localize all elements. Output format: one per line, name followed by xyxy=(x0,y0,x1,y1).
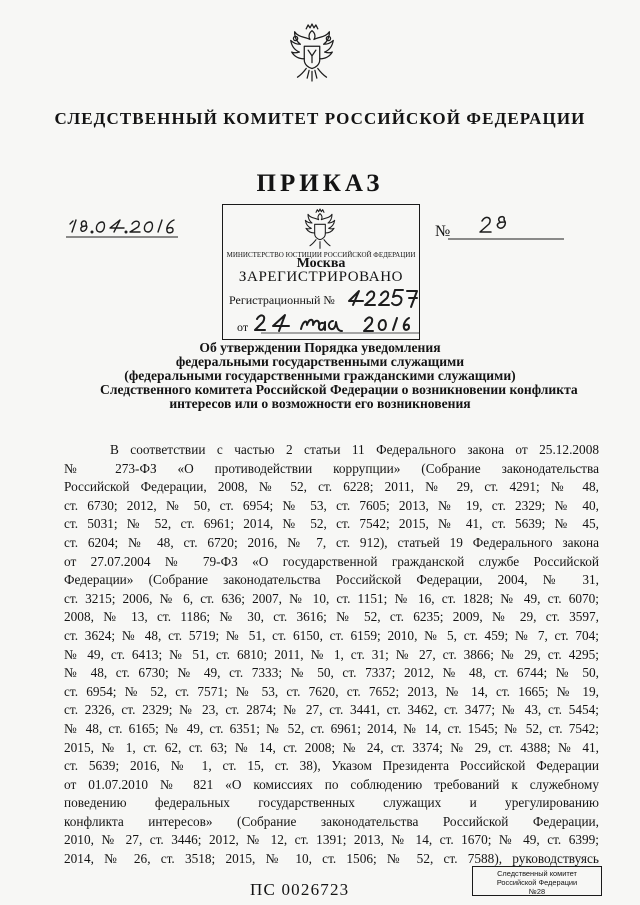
body-line: ст. 6730; 2012, № 50, ст. 6954; № 53, ст. 7605; 2013, № 19, ст. 2329; № 40, xyxy=(64,497,599,513)
body-line: поведению федеральных государственных служащих и урегулированию xyxy=(64,795,599,811)
body-line: 2015, № 1, ст. 62, ст. 63; № 14, ст. 2008; № 24, ст. 3374; № 29, ст. 4388; № 41, xyxy=(64,739,599,755)
order-date-handwriting xyxy=(66,214,178,242)
title-line: федеральными государственными служащими xyxy=(175,354,465,369)
body-line: ст. 5639; 2016, № 1, ст. 15, ст. 38), Указом Президента Российской Федерации xyxy=(64,758,599,774)
body-line: ст. 3624; № 48, ст. 5719; № 51, ст. 6150, ст. 6159; 2010, № 5, ст. 459; № 7, ст. 704; xyxy=(64,627,599,643)
body-line: 2014, № 26, ст. 3518; 2015, № 10, ст. 1506; № 52, ст. 7588), руководствуясь xyxy=(64,851,599,867)
registration-date-handwriting xyxy=(253,309,419,337)
body-line: ст. 6204; № 48, ст. 6720; 2016, № 7, ст. 912), статьей 19 Федерального закона xyxy=(64,534,599,550)
corner-label-line: №28 xyxy=(528,887,546,896)
title-line: (федеральными государственными гражданскими служащими) xyxy=(124,368,516,383)
registration-number-handwriting xyxy=(345,285,421,311)
body-line: Российской Федерации, 2008, № 52, ст. 6228; 2011, № 29, ст. 4291; № 48, xyxy=(64,479,599,495)
order-number xyxy=(448,212,564,242)
body-line: 2010, № 27, ст. 3446; 2012, № 12, ст. 1391; 2013, № 14, ст. 1670; № 49, ст. 6399; xyxy=(64,832,599,848)
body-line: № 48, ст. 6730; № 49, ст. 7333; № 50, ст. 7337; 2012, № 48, ст. 6744; № 50, xyxy=(64,665,599,681)
body-line: ст. 2326, ст. 2329; № 23, ст. 2874; № 27, ст. 3441, ст. 3462, ст. 3477; № 43, ст. 5454; xyxy=(64,702,599,718)
body-line: конфликта интересов» (Собрание законодательства Российской Федерации, xyxy=(64,813,599,829)
body-line: В соответствии с частью 2 статьи 11 Федерального закона от 25.12.2008 xyxy=(110,442,599,457)
title-line: Следственного комитета Российской Федерации о возникновении конфликта xyxy=(100,382,578,397)
organization-name: СЛЕДСТВЕННЫЙ КОМИТЕТ РОССИЙСКОЙ ФЕДЕРАЦИИ xyxy=(54,109,586,128)
coat-of-arms-emblem-icon xyxy=(283,21,341,85)
registration-stamp xyxy=(222,204,420,340)
stamp-ministry: МИНИСТЕРСТВО ЮСТИЦИИ РОССИЙСКОЙ ФЕДЕРАЦИИ xyxy=(226,251,416,259)
order-number-handwriting xyxy=(448,212,564,242)
stamp-city: Москва xyxy=(296,256,346,271)
body-line: № 48, ст. 6165; № 49, ст. 6351; № 52, ст. 6961; 2014, № 14, ст. 1545; № 52, ст. 7542; xyxy=(64,720,599,736)
stamp-registered: ЗАРЕГИСТРИРОВАНО xyxy=(238,269,404,285)
document-type-heading: ПРИКАЗ xyxy=(256,170,384,197)
stamp-date-prefix: от xyxy=(237,320,249,334)
order-date xyxy=(66,214,178,242)
body-line: 2008, № 13, ст. 1186; № 30, ст. 3616; № 52, ст. 6235; 2009, № 29, ст. 3597, xyxy=(64,609,599,625)
number-sign: № xyxy=(435,223,451,240)
order-title xyxy=(100,340,578,411)
order-body xyxy=(64,441,599,869)
title-line: интересов или о возможности его возникновения xyxy=(169,396,471,411)
body-line: № 49, ст. 6413; № 51, ст. 6810; 2011, № 1, ст. 31; № 27, ст. 3866; № 29, ст. 4295; xyxy=(64,646,599,662)
corner-label-line: Российской Федерации xyxy=(496,878,578,887)
body-line: от 01.07.2010 № 821 «О комиссиях по соблюдению требований к служебному xyxy=(64,776,599,792)
body-line: ст. 5031; № 52, ст. 6961; 2014, № 52, ст. 7542; 2015, № 41, ст. 5639; № 45, xyxy=(64,516,599,532)
body-line: № 273-ФЗ «О противодействии коррупции» (Собрание законодательства xyxy=(64,460,599,476)
stamp-emblem-icon xyxy=(300,207,340,251)
blank-serial-number: ПС 0026723 xyxy=(250,880,350,899)
body-line: ст. 6954; № 52, ст. 7571; № 53, ст. 7620, ст. 7652; 2013, № 14, ст. 1665; № 19, xyxy=(64,683,599,699)
corner-label-line: Следственный комитет xyxy=(497,869,577,878)
corner-registry-label xyxy=(472,866,602,896)
body-line: ст. 3215; 2006, № 6, ст. 636; 2007, № 10, ст. 1151; № 16, ст. 1828; № 49, ст. 6070; xyxy=(64,590,599,606)
body-line: от 27.07.2004 № 79-ФЗ «О государственной гражданской службе Российской xyxy=(64,553,599,569)
stamp-registration-label: Регистрационный № xyxy=(229,293,335,307)
body-line: Федерации» (Собрание законодательства Российской Федерации, 2004, № 31, xyxy=(64,572,599,588)
title-line: Об утверждении Порядка уведомления xyxy=(199,340,441,355)
